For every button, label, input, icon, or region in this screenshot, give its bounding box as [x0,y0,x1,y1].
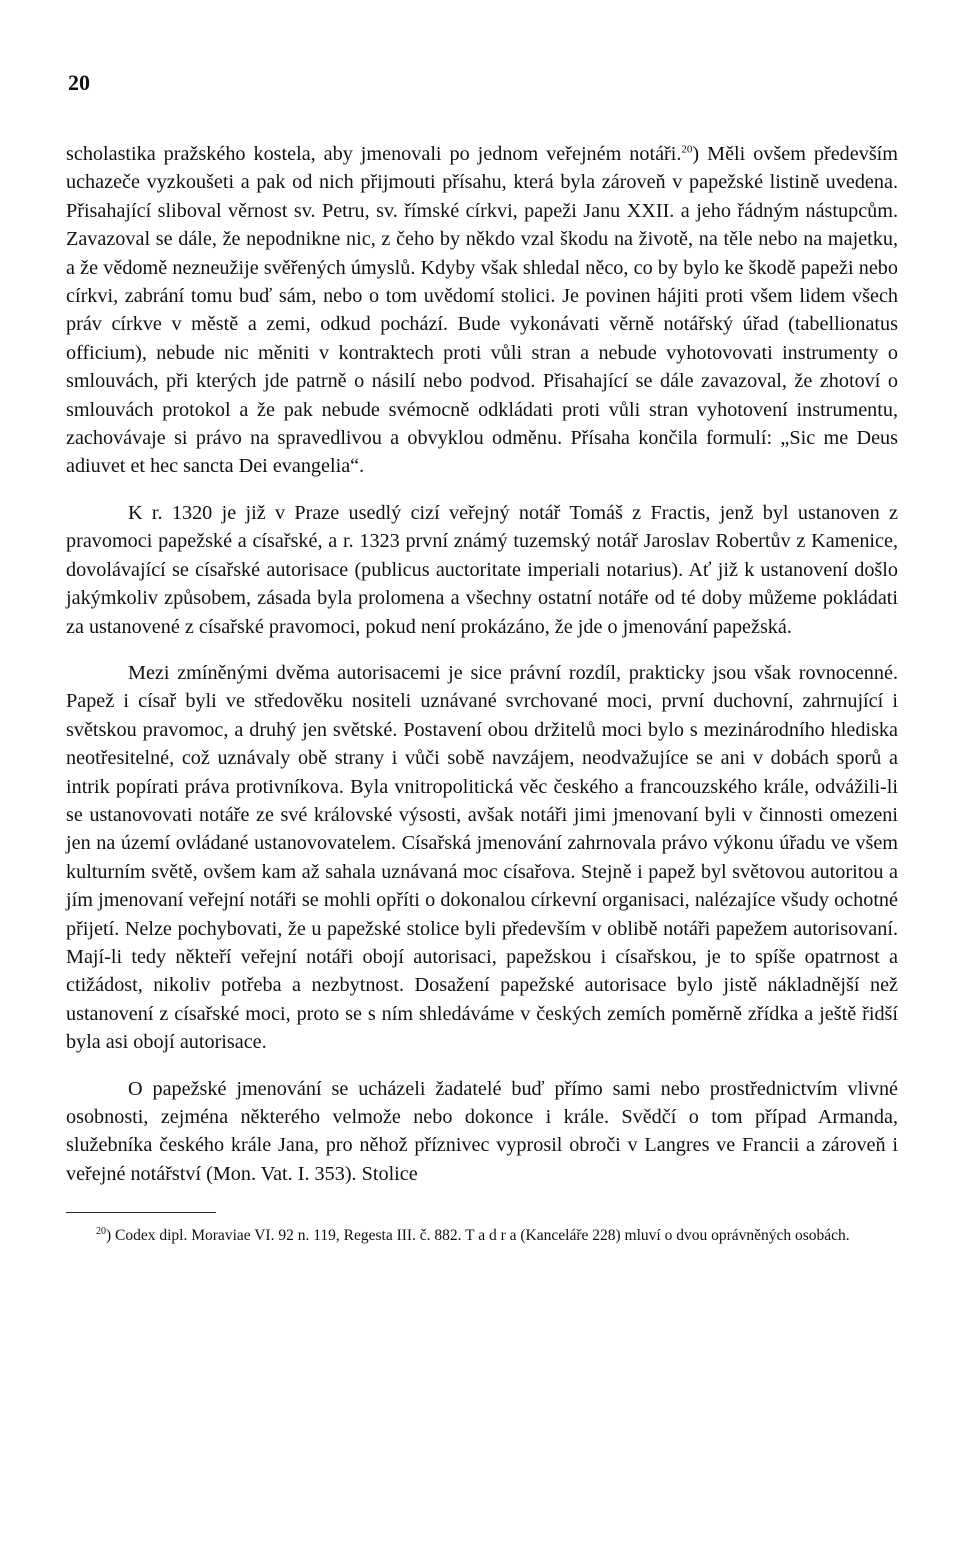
page-number: 20 [68,70,90,95]
paragraph-4: O papežské jmenování se ucházeli žadatelé buď přímo sami nebo prostřednictvím vlivné osobnosti, zejména některého velmože nebo dokonce i krále. Svědčí o tom případ Armanda, služebníka českého krále Jana, pro něhož příznivec vyprosil obroči v Langres ve Francii a zároveň i veřejné notářství (Mon. Vat. I. 353). Stolice [66,1077,898,1185]
footnote-divider [66,1212,216,1213]
paragraph-1 [66,140,898,481]
paragraph-1-text-b: ) Měli ovšem především uchazeče vyzkoušeti a pak od nich přijmouti přísahu, která byla zároveň v papežské listině uvedena. Přisahající sliboval věrnost sv. Petru, sv. římské církvi, papeži Janu XXII. a jeho řádným nástupcům. Zavazoval se dále, že nepodnikne nic, z čeho by někdo vzal škodu na životě, na těle nebo na majetku, a že vědomě nezneužije svěřených úmyslů. Kdyby však shledal něco, co by bylo ke škodě papeži nebo církvi, zabrání tomu buď sám, nebo o tom uvědomí stolici. Je povinen hájiti proti všem lidem všech práv církve v městě a zemi, odkud pochází. Bude vykonávati věrně notářský úřad (tabellionatus officium), nebude nic měniti v kontraktech proti vůli stran a nebude vyhotovovati instrumenty o smlouvách, při kterých jde patrně o násilí nebo podvod. Přisahající se dále zavazoval, že zhotoví o smlouvách protokol a že pak nebude svémocně odkládati proti vůli stran vyhotovení instrumentu, zachovávaje si právo na spravedlivou a obvyklou odměnu. Přísaha končila formulí: „Sic me Deus adiuvet et hec sancta Dei evangelia“. [66,143,898,478]
paragraph-2: K r. 1320 je již v Praze usedlý cizí veřejný notář Tomáš z Fractis, jenž byl ustanoven z pravomoci papežské a císařské, a r. 1323 první známý tuzemský notář Jaroslav Robertův z Kamenice, dovolávající se císařské autorisace (publicus auctoritate imperiali notarius). Ať již k ustanovení došlo jakýmkoliv způsobem, zásada byla prolomena a všechny ostatní notáře od té doby můžeme pokládati za ustanovené z císařské pravomoci, pokud není prokázáno, že jde o jmenování papežská. [66,501,898,638]
footnote [66,1225,898,1246]
paragraph-1-text-a: scholastika pražského kostela, aby jmenovali po jednom veřejném notáři. [66,143,682,165]
footnote-mark: 20 [96,1226,106,1238]
paragraph-3: Mezi zmíněnými dvěma autorisacemi je sice právní rozdíl, prakticky jsou však rovnocenné. Papež i císař byli ve středověku nositeli uznávané svrchované moci, první duchovní, zahrnující i světskou pravomoc, a druhý jen světské. Postavení obou držitelů moci bylo s mezinárodního hlediska neotřesitelné, což uznávaly obě strany i vůči sobě navzájem, neodvažujíce se ani v dobách sporů a intrik popírati práva protivníkova. Byla vnitropolitická věc českého a francouzského krále, odvážili-li se ustanovovati notáře ze své královské výsosti, avšak notáři jimi jmenovaní byli v činnosti omezeni jen na území ovládané ustanovovatelem. Císařská jmenování zahrnovala právo výkonu úřadu ve všem kulturním světě, ovšem kam až sahala uznávaná moc císařova. Stejně i papež byl světovou autoritou a jím jmenovaní veřejní notáři se mohli opříti o dokonalou církevní organisaci, nalézajíce všudy ochotné přijetí. Nelze pochybovati, že u papežské stolice byli především v oblibě notáři papežem autorisovaní. Mají-li tedy někteří veřejní notáři obojí autorisaci, papežskou i císařskou, je to spíše opatrnost a ctižádost, nikoliv potřeba a nezbytnost. Dosažení papežské autorisace bylo jistě nákladnější než ustanovení z císařské moci, proto se s ním shledáváme v českých zemích poměrně zřídka a ještě řidší byla asi obojí autorisace. [66,661,898,1054]
footnote-text: ) Codex dipl. Moraviae VI. 92 n. 119, Regesta III. č. 882. T a d r a (Kanceláře 228) mluví o dvou oprávněných osobách. [106,1227,850,1245]
footnote-reference: 20 [681,143,693,156]
